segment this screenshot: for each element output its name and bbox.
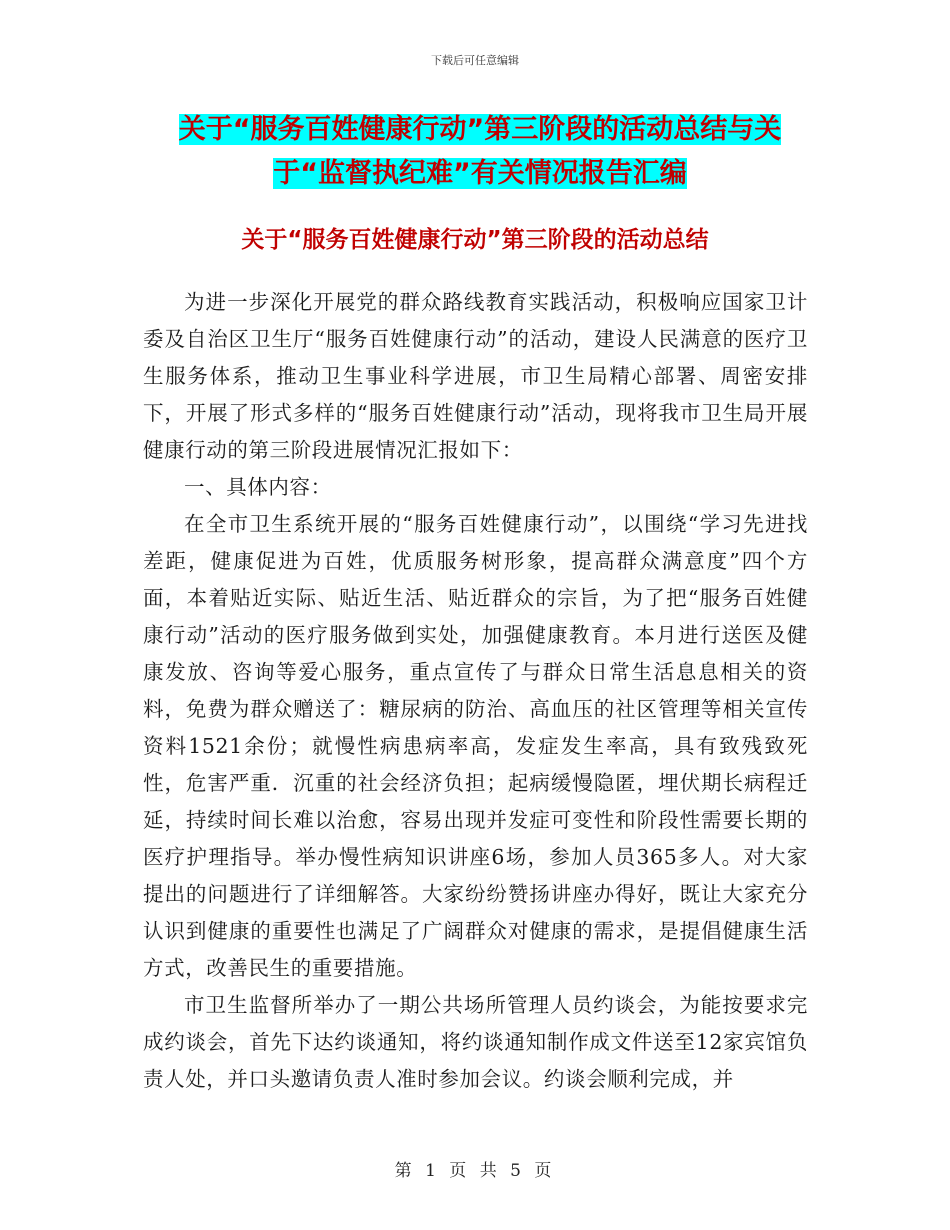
section-title: 关于“服务百姓健康行动”第三阶段的活动总结 <box>241 227 709 253</box>
document-title <box>150 108 810 196</box>
document-title-line-2: 于“监督执纪难”有关情况报告汇编 <box>273 158 687 189</box>
paragraph-intro: 为进一步深化开展党的群众路线教育实践活动，积极响应国家卫计委及自治区卫生厅“服务百姓健康行动”的活动，建设人民满意的医疗卫生服务体系，推动卫生事业科学进展，市卫生局精心部署、周密安排下，开展了形式多样的“服务百姓健康行动”活动，现将我市卫生局开展健康行动的第三阶段进展情况汇报如下： <box>143 290 808 462</box>
paragraph-heading-content: 一、具体内容： <box>184 475 332 499</box>
body-text <box>143 284 808 1098</box>
header-note: 下载后可任意编辑 <box>431 54 519 67</box>
paragraph-activities: 在全市卫生系统开展的“服务百姓健康行动”，以围绕“学习先进找差距，健康促进为百姓，优质服务树形象，提高群众满意度”四个方面，本着贴近实际、贴近生活、贴近群众的宗旨，为了把“服务百姓健康行动”活动的医疗服务做到实处，加强健康教育。本月进行送医及健康发放、咨询等爱心服务，重点宣传了与群众日常生活息息相关的资料，免费为群众赠送了：糖尿病的防治、高血压的社区管理等相关宣传资料1521余份；就慢性病患病率高，发症发生率高，具有致残致死性，危害严重．沉重的社会经济负担；起病缓慢隐匿，埋伏期长病程迁延，持续时间长难以治愈，容易出现并发症可变性和阶段性需要长期的医疗护理指导。举办慢性病知识讲座6场，参加人员365多人。对大家提出的问题进行了详细解答。大家纷纷赞扬讲座办得好，既让大家充分认识到健康的重要性也满足了广阔群众对健康的需求，是提倡健康生活方式，改善民生的重要措施。 <box>143 512 808 980</box>
paragraph-supervision: 市卫生监督所举办了一期公共场所管理人员约谈会，为能按要求完成约谈会，首先下达约谈通知，将约谈通知制作成文件送至12家宾馆负责人处，并口头邀请负责人准时参加会议。约谈会顺利完成，并 <box>143 993 808 1091</box>
document-title-line-1: 关于“服务百姓健康行动”第三阶段的活动总结与关 <box>178 114 782 145</box>
page-number-footer: 第 1 页 共 5 页 <box>394 1161 556 1181</box>
